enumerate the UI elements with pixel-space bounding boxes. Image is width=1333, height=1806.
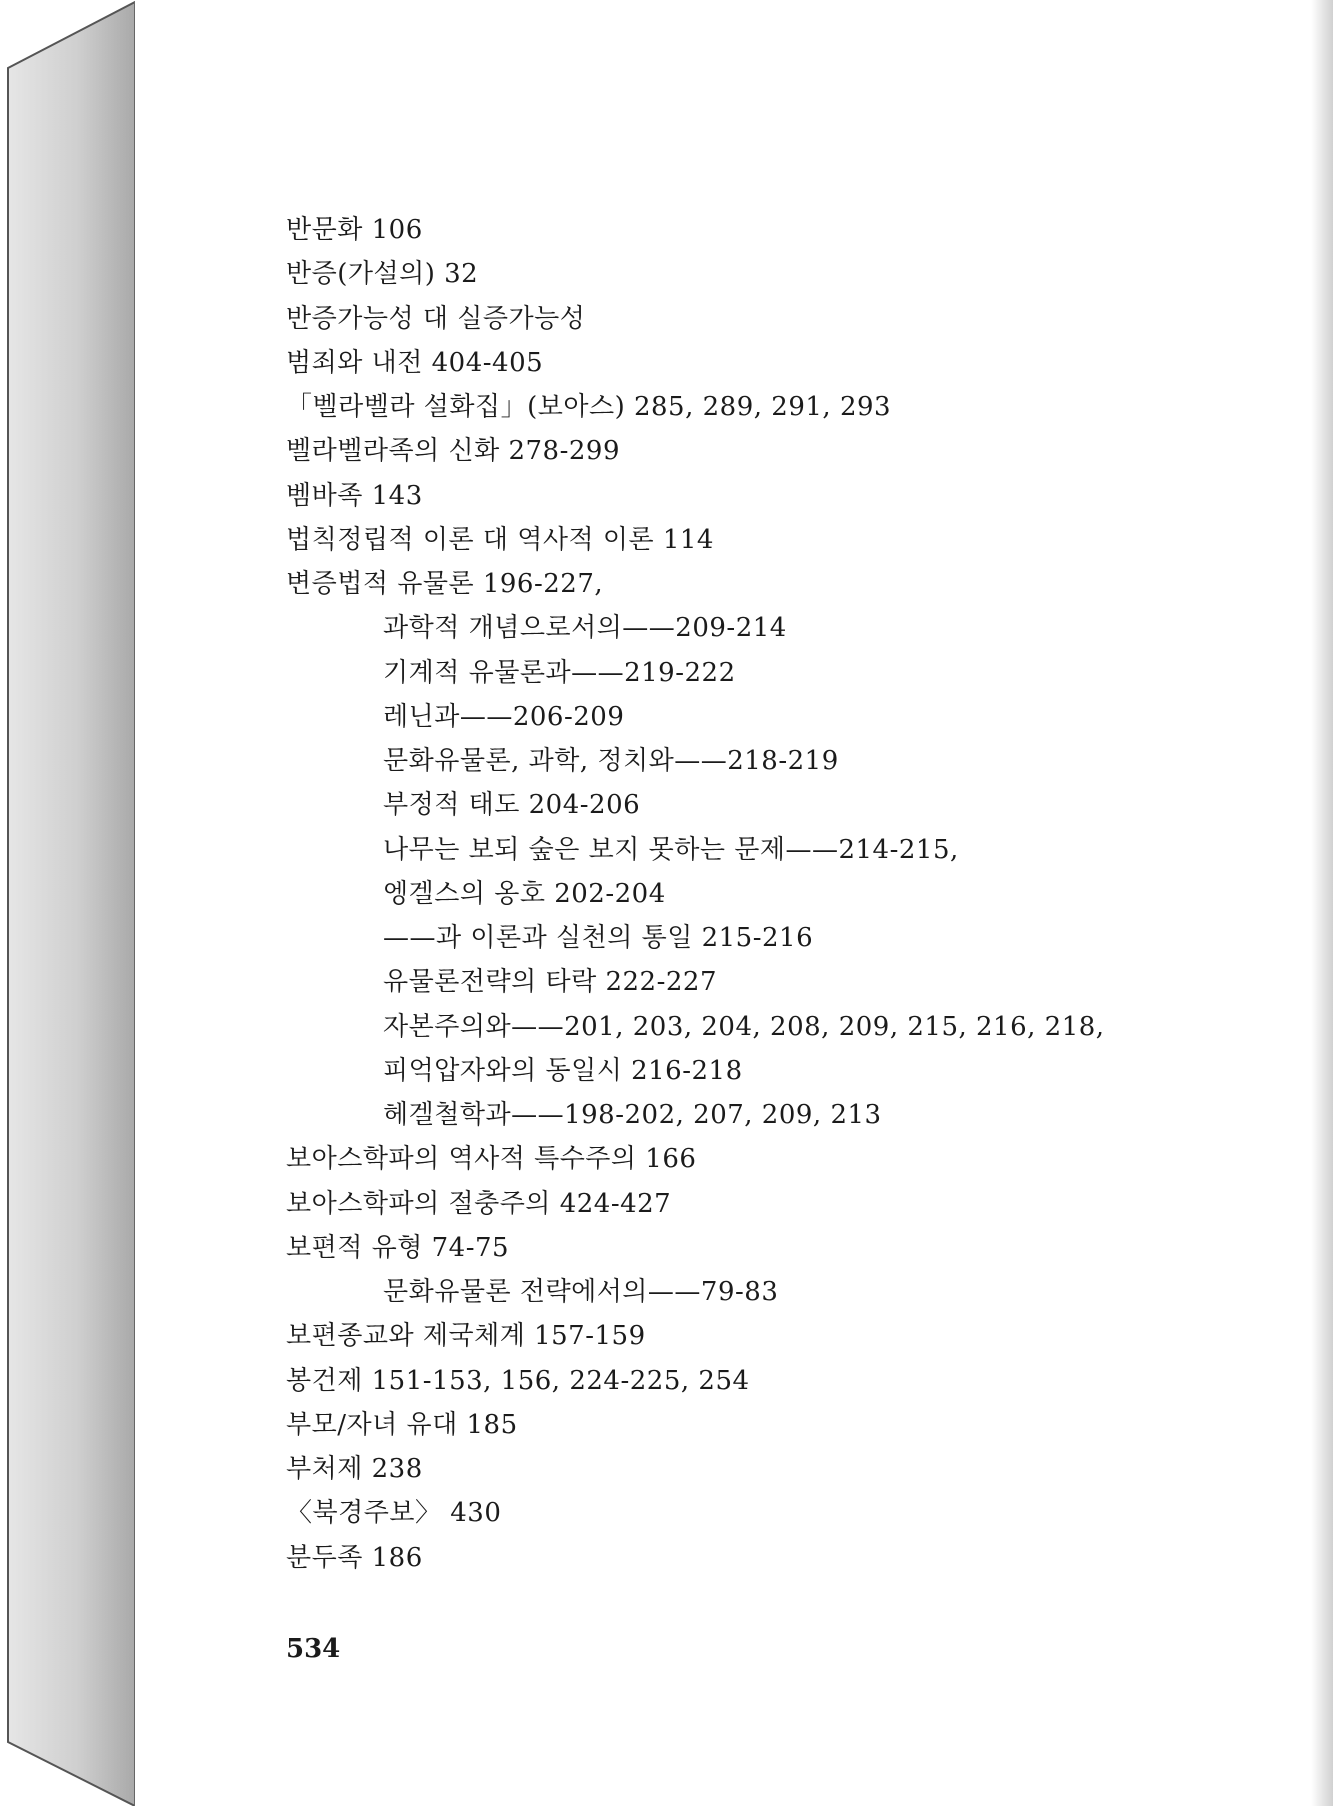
index-entry: 반증가능성 대 실증가능성 xyxy=(286,303,586,334)
page-edge-shadow xyxy=(1311,0,1333,1806)
index-subentry: 나무는 보되 숲은 보지 못하는 문제——214-215, xyxy=(383,834,959,865)
index-entry: 보아스학파의 절충주의 424-427 xyxy=(286,1188,672,1219)
index-entry: 분두족 186 xyxy=(286,1542,423,1573)
index-subentry: ——과 이론과 실천의 통일 215-216 xyxy=(383,923,814,953)
index-subentry: 과학적 개념으로서의——209-214 xyxy=(383,613,787,644)
index-entry: 「벨라벨라 설화집」(보아스) 285, 289, 291, 293 xyxy=(286,392,892,422)
index-subentry: 헤겔철학과——198-202, 207, 209, 213 xyxy=(383,1100,882,1130)
index-entry: 보아스학파의 역사적 특수주의 166 xyxy=(286,1144,697,1175)
index-entry: 범죄와 내전 404-405 xyxy=(286,347,544,378)
index-entry: 보편종교와 제국체계 157-159 xyxy=(286,1321,646,1352)
index-entry: 벰바족 143 xyxy=(286,480,423,511)
book-spine xyxy=(0,0,135,1806)
index-entry: 반문화 106 xyxy=(286,215,423,245)
page-number: 534 xyxy=(286,1634,341,1664)
index-entry: 〈북경주보〉 430 xyxy=(286,1498,502,1529)
index-page xyxy=(135,0,1311,1806)
index-subentry: 기계적 유물론과——219-222 xyxy=(383,657,736,688)
index-entry: 법칙정립적 이론 대 역사적 이론 114 xyxy=(286,524,714,555)
index-entry: 부모/자녀 유대 185 xyxy=(286,1409,518,1440)
index-entry: 부처제 238 xyxy=(286,1454,423,1484)
index-subentry: 피억압자와의 동일시 216-218 xyxy=(383,1055,743,1086)
index-entry: 반증(가설의) 32 xyxy=(286,259,479,290)
index-subentry: 엥겔스의 옹호 202-204 xyxy=(383,878,666,909)
index-list xyxy=(286,208,1286,1580)
index-subentry: 자본주의와——201, 203, 204, 208, 209, 215, 216, 218, xyxy=(383,1011,1105,1042)
index-entry: 변증법적 유물론 196-227, xyxy=(286,569,604,599)
index-subentry: 문화유물론, 과학, 정치와——218-219 xyxy=(383,746,839,776)
index-subentry: 부정적 태도 204-206 xyxy=(383,790,641,821)
index-subentry: 레닌과——206-209 xyxy=(383,701,625,732)
index-subentry: 유물론전략의 타락 222-227 xyxy=(383,967,717,998)
index-subentry: 문화유물론 전략에서의——79-83 xyxy=(383,1277,779,1307)
index-entry: 봉건제 151-153, 156, 224-225, 254 xyxy=(286,1365,750,1396)
index-entry: 벨라벨라족의 신화 278-299 xyxy=(286,436,620,467)
index-entry: 보편적 유형 74-75 xyxy=(286,1232,510,1263)
